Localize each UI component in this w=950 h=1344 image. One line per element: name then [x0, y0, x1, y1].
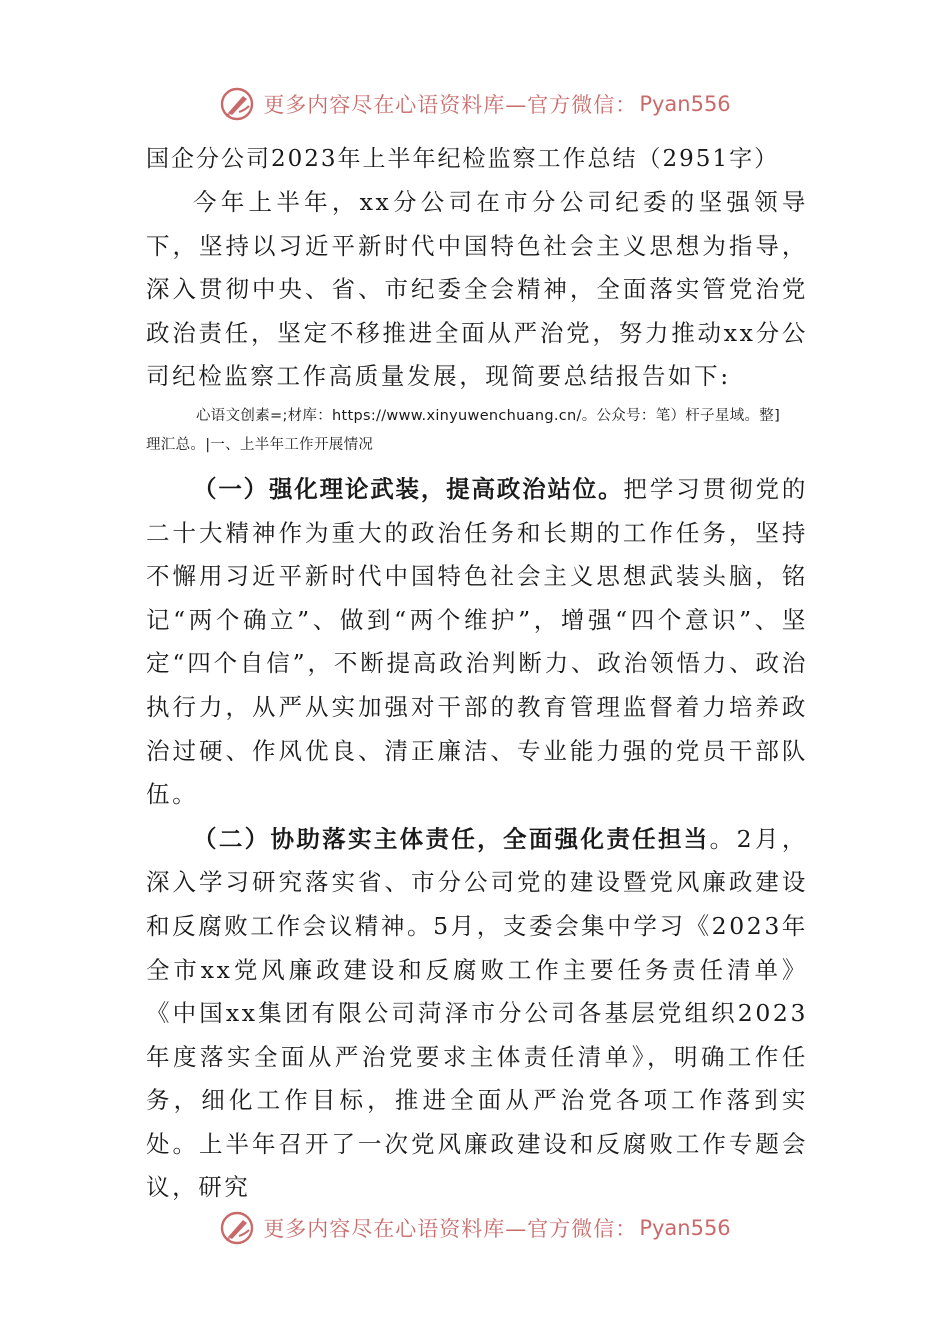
banner-wechat-id: Pyan556 [639, 92, 731, 116]
intro-paragraph: 今年上半年，xx分公司在市分公司纪委的坚强领导下，坚持以习近平新时代中国特色社会主义思想为指导，深入贯彻中央、省、市纪委全会精神，全面落实管党治党政治责任，坚定不移推进全面从严治党，努力推动xx分公司纪检监察工作高质量发展，现简要总结报告如下: [146, 188, 808, 391]
section1-paragraph [146, 468, 808, 817]
section2-paragraph [146, 818, 808, 1210]
section1-heading: （一）强化理论武装，提高政治站位。 [193, 474, 624, 503]
watermark-note-line1: 心语文创素=;材库：https://www.xinyuwenchuang.cn/。公众号：笔）杆子星域。整] [196, 407, 781, 424]
banner-text: 更多内容尽在心语资料库—官方微信： [263, 1217, 638, 1241]
document-body [146, 137, 808, 1210]
footer-banner [0, 1206, 950, 1250]
section2-heading: （二）协助落实主体责任，全面强化责任担当 [193, 824, 710, 853]
section2-body: 。2月，深入学习研究落实省、市分公司党的建设暨党风廉政建设和反腐败工作会议精神。5月，支委会集中学习《2023年全市xx党风廉政建设和反腐败工作主要任务责任清单》《中国xx集团有限公司菏泽市分公司各基层党组织2023年度落实全面从严治党要求主体责任清单》，明确工作任务，细化工作目标，推进全面从严治党各项工作落到实处。上半年召开了一次党风廉政建设和反腐败工作专题会议，研究 [146, 824, 809, 1202]
document-title: 国企分公司2023年上半年纪检监察工作总结（2951字） [146, 146, 780, 172]
pen-logo-icon [219, 1210, 255, 1246]
watermark-note [146, 399, 808, 468]
watermark-note-line2: 理汇总。|一、上半年工作开展情况 [146, 436, 374, 453]
header-banner [0, 82, 950, 126]
section1-body: 把学习贯彻党的二十大精神作为重大的政治任务和长期的工作任务，坚持不懈用习近平新时代中国特色社会主义思想武装头脑，铭记“两个确立”、做到“两个维护”，增强“四个意识”、坚定“四个自信”，不断提高政治判断力、政治领悟力、政治执行力，从严从实加强对干部的教育管理监督着力培养政治过硬、作风优良、清正廉洁、专业能力强的党员干部队伍。 [146, 474, 809, 809]
banner-wechat-id: Pyan556 [639, 1216, 731, 1240]
pen-logo-icon [219, 86, 255, 122]
banner-text: 更多内容尽在心语资料库—官方微信： [263, 93, 638, 117]
